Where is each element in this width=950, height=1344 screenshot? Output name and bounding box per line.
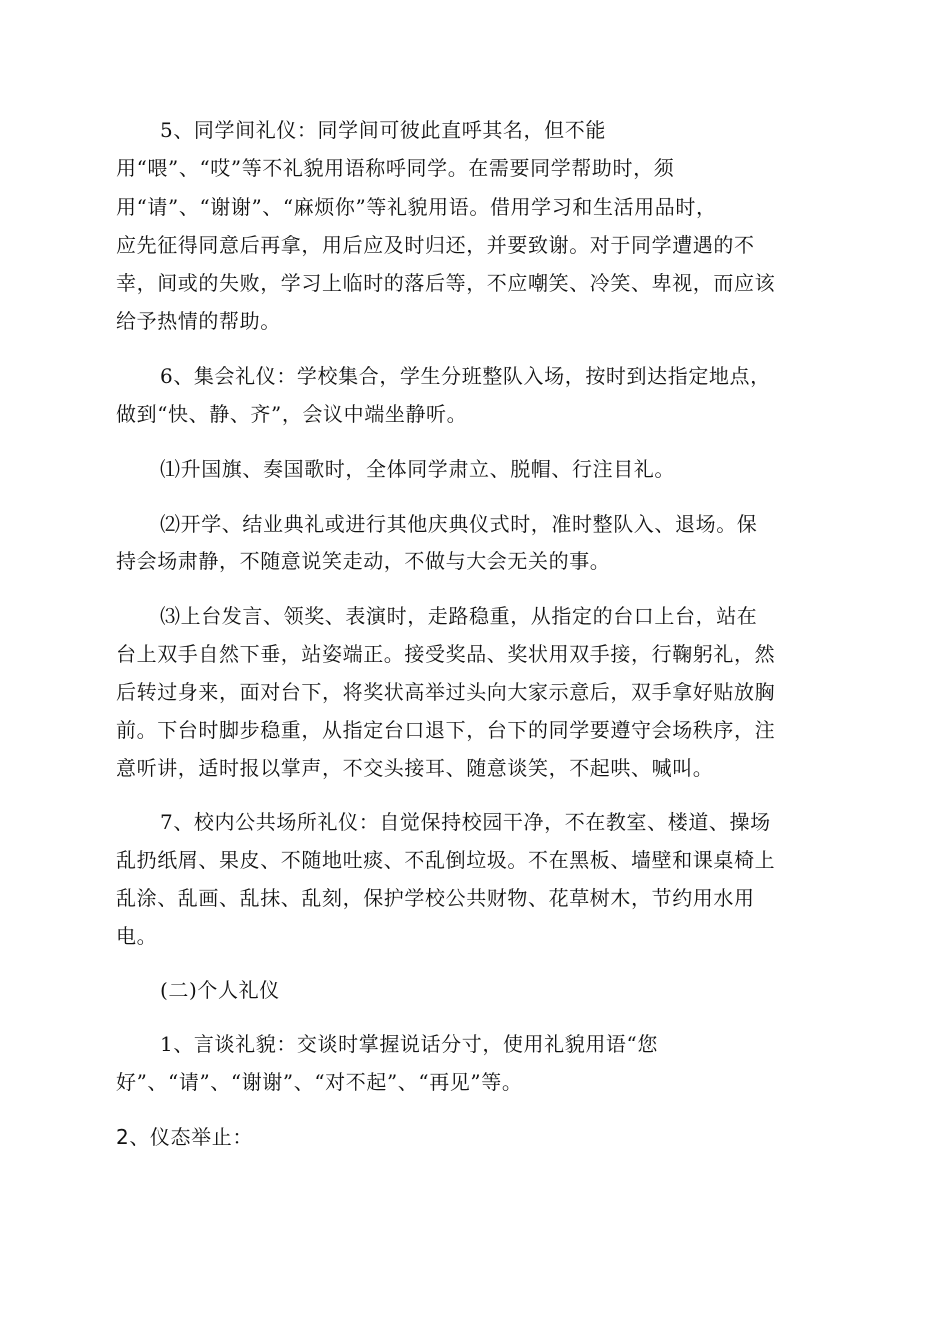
text-line: 2、仪态举止： [116,1125,253,1149]
text-line: 幸，间或的失败，学习上临时的落后等，不应嘲笑、冷笑、卑视，而应该 [116,271,776,295]
text-line: 台上双手自然下垂，站姿端正。接受奖品、奖状用双手接，行鞠躬礼，然 [116,642,776,666]
text-line: 做到“快、静、齐”，会议中端坐静听。 [116,402,468,426]
text-line: 1、言谈礼貌：交谈时掌握说话分寸，使用礼貌用语“您 [160,1032,658,1056]
text-line: 乱扔纸屑、果皮、不随地吐痰、不乱倒垃圾。不在黑板、墙壁和课桌椅上 [116,848,776,872]
text-line: 意听讲，适时报以掌声，不交头接耳、随意谈笑，不起哄、喊叫。 [116,756,714,780]
text-line: 6、集会礼仪：学校集合，学生分班整队入场，按时到达指定地点， [160,364,771,388]
text-line: ⑵开学、结业典礼或进行其他庆典仪式时，准时整队入、退场。保 [160,512,758,536]
text-line: 乱涂、乱画、乱抹、乱刻，保护学校公共财物、花草树木，节约用水用 [116,886,755,910]
text-line: 持会场肃静，不随意说笑走动，不做与大会无关的事。 [116,549,611,573]
section-heading: (二)个人礼仪 [160,978,280,1002]
text-line: 用“请”、“谢谢”、“麻烦你”等礼貌用语。借用学习和生活用品时， [116,195,717,219]
text-line: 好”、“请”、“谢谢”、“对不起”、“再见”等。 [116,1070,523,1094]
text-line: 应先征得同意后再拿，用后应及时归还，并要致谢。对于同学遭遇的不 [116,233,755,257]
text-line: 用“喂”、“哎”等不礼貌用语称呼同学。在需要同学帮助时，须 [116,156,675,180]
text-line: 前。下台时脚步稳重，从指定台口退下，台下的同学要遵守会场秩序，注 [116,718,776,742]
text-line: 电。 [116,924,158,948]
text-line: 后转过身来，面对台下，将奖状高举过头向大家示意后，双手拿好贴放胸 [116,680,776,704]
text-line: ⑶上台发言、领奖、表演时，走路稳重，从指定的台口上台，站在 [160,604,758,628]
text-line: ⑴升国旗、奏国歌时，全体同学肃立、脱帽、行注目礼。 [160,457,675,481]
text-line: 7、校内公共场所礼仪：自觉保持校园干净，不在教室、楼道、操场 [160,810,771,834]
text-line: 给予热情的帮助。 [116,309,281,333]
text-line: 5、同学间礼仪：同学间可彼此直呼其名，但不能 [160,118,606,142]
